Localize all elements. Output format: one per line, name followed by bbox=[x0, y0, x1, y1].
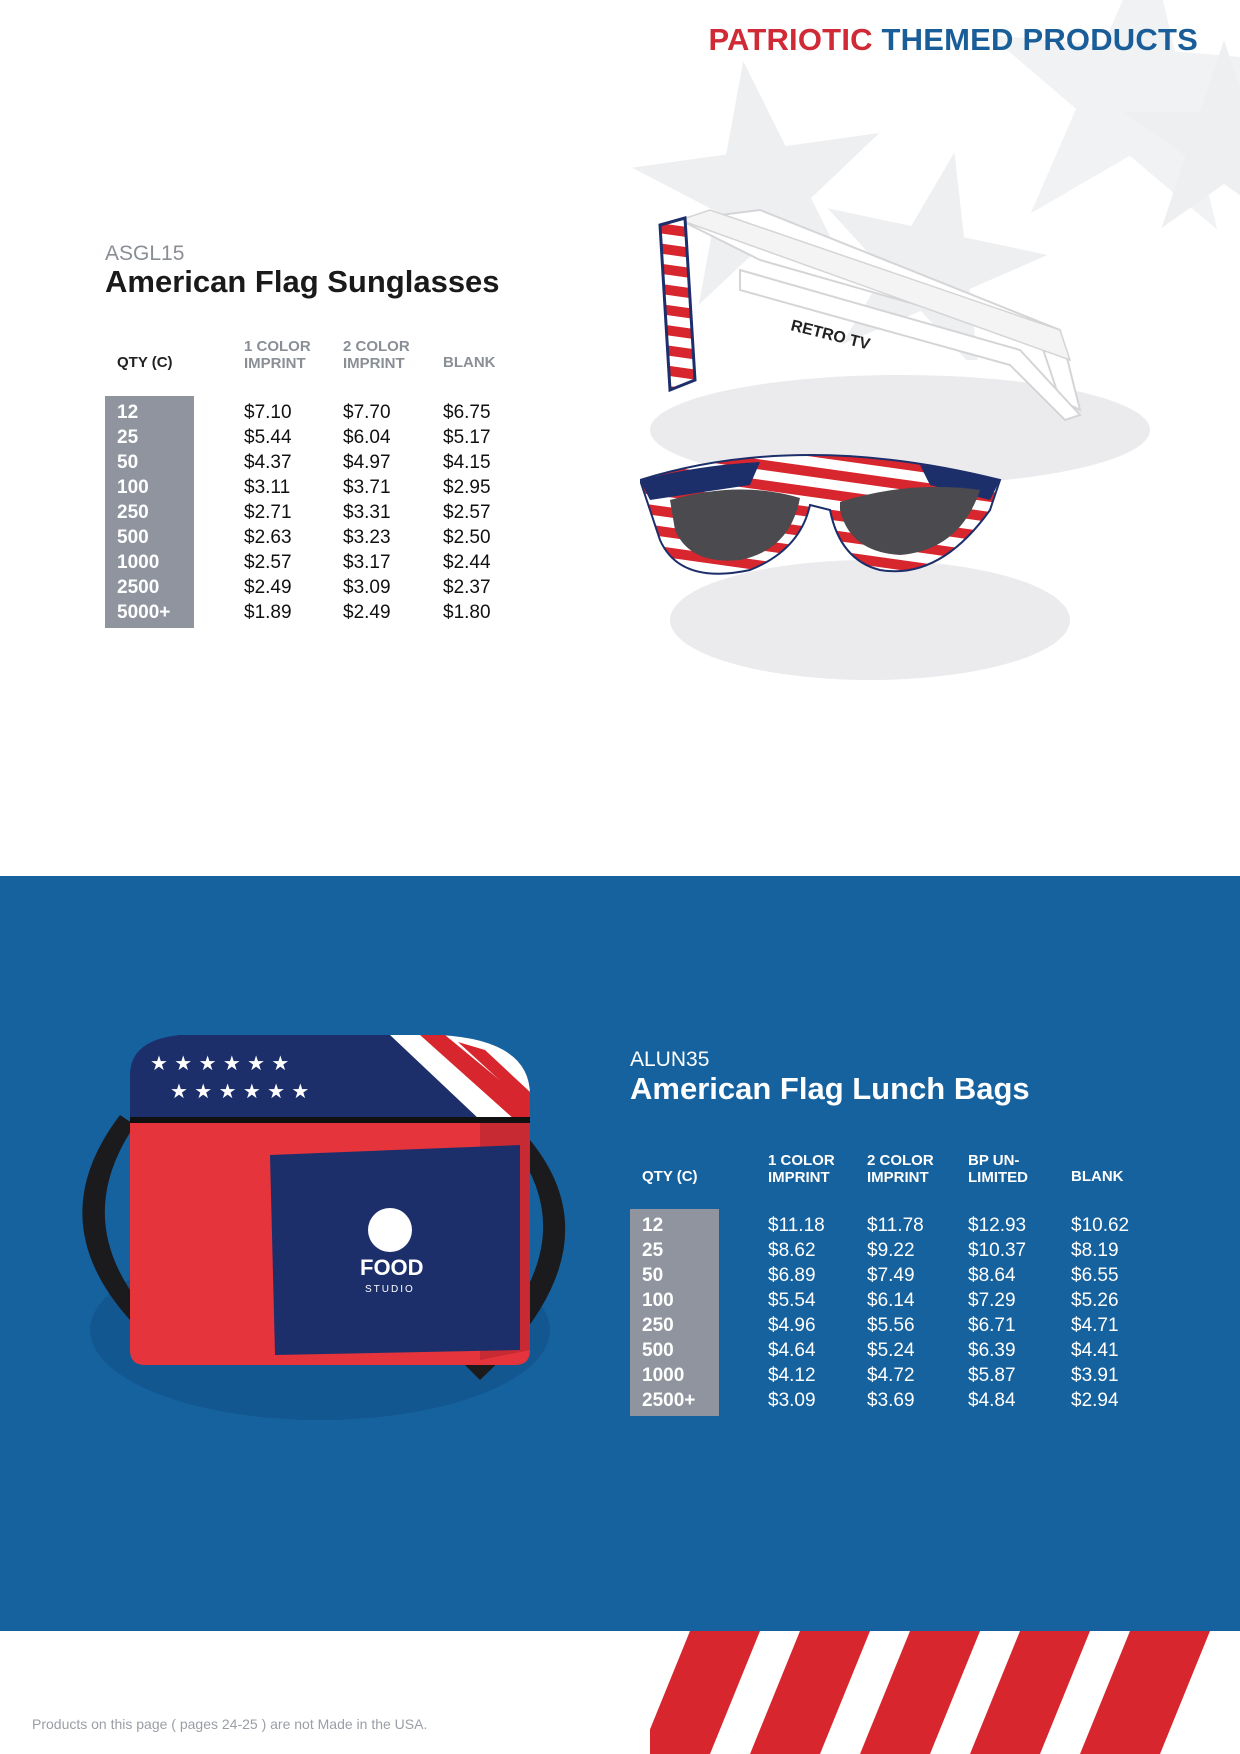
price-cell: $2.49 bbox=[244, 577, 292, 598]
price-cell: $5.87 bbox=[968, 1365, 1016, 1386]
qty-cell: 500 bbox=[642, 1340, 674, 1361]
price-cell: $4.71 bbox=[1071, 1315, 1119, 1336]
qty-cell: 2500 bbox=[117, 577, 160, 598]
price-cell: $5.44 bbox=[244, 427, 292, 448]
page-title-part1: PATRIOTIC bbox=[708, 22, 873, 57]
column-header-1-color bbox=[244, 338, 311, 372]
price-table bbox=[630, 1151, 1150, 1421]
column-header-bp-unlimited bbox=[968, 1152, 1028, 1186]
price-cell: $11.78 bbox=[867, 1215, 924, 1236]
price-cell: $5.24 bbox=[867, 1340, 915, 1361]
qty-cell: 12 bbox=[642, 1215, 664, 1236]
price-cell: $5.54 bbox=[768, 1290, 816, 1311]
page-title bbox=[708, 22, 1198, 58]
column-header-qty: QTY (C) bbox=[642, 1168, 698, 1185]
column-header-1-color bbox=[768, 1152, 835, 1186]
price-cell: $1.80 bbox=[443, 602, 491, 623]
price-cell: $6.71 bbox=[968, 1315, 1016, 1336]
column-header-qty: QTY (C) bbox=[117, 354, 173, 371]
price-cell: $4.41 bbox=[1071, 1340, 1119, 1361]
qty-cell: 2500+ bbox=[642, 1390, 696, 1411]
price-cell: $2.63 bbox=[244, 527, 292, 548]
qty-cell: 100 bbox=[117, 477, 149, 498]
price-cell: $5.56 bbox=[867, 1315, 915, 1336]
qty-cell: 250 bbox=[117, 502, 149, 523]
price-cell: $3.17 bbox=[343, 552, 391, 573]
price-cell: $7.70 bbox=[343, 402, 391, 423]
qty-cell: 5000+ bbox=[117, 602, 171, 623]
product-sku: ALUN35 bbox=[630, 1048, 710, 1071]
column-header-line: 1 COLOR bbox=[244, 338, 311, 355]
price-cell: $2.71 bbox=[244, 502, 292, 523]
price-cell: $4.84 bbox=[968, 1390, 1016, 1411]
qty-cell: 1000 bbox=[642, 1365, 685, 1386]
price-cell: $3.91 bbox=[1071, 1365, 1119, 1386]
svg-text:★ ★ ★ ★ ★ ★: ★ ★ ★ ★ ★ ★ bbox=[170, 1079, 310, 1103]
price-cell: $6.75 bbox=[443, 402, 491, 423]
qty-cell: 500 bbox=[117, 527, 149, 548]
column-header-blank: BLANK bbox=[443, 354, 496, 371]
price-cell: $7.10 bbox=[244, 402, 292, 423]
price-cell: $4.12 bbox=[768, 1365, 816, 1386]
price-cell: $3.31 bbox=[343, 502, 391, 523]
column-header-line: BP UN- bbox=[968, 1152, 1020, 1169]
price-cell: $3.09 bbox=[343, 577, 391, 598]
qty-cell: 25 bbox=[642, 1240, 664, 1261]
price-cell: $6.89 bbox=[768, 1265, 816, 1286]
price-cell: $4.97 bbox=[343, 452, 391, 473]
price-cell: $4.15 bbox=[443, 452, 491, 473]
column-header-line: IMPRINT bbox=[867, 1169, 929, 1186]
price-cell: $3.69 bbox=[867, 1390, 915, 1411]
price-cell: $6.04 bbox=[343, 427, 391, 448]
column-header-2-color bbox=[343, 338, 410, 372]
price-cell: $8.64 bbox=[968, 1265, 1016, 1286]
column-header-blank: BLANK bbox=[1071, 1168, 1124, 1185]
price-cell: $3.23 bbox=[343, 527, 391, 548]
price-cell: $7.49 bbox=[867, 1265, 915, 1286]
qty-column bbox=[105, 396, 194, 628]
price-cell: $2.57 bbox=[244, 552, 292, 573]
qty-cell: 25 bbox=[117, 427, 139, 448]
price-cell: $3.71 bbox=[343, 477, 391, 498]
price-cell: $2.49 bbox=[343, 602, 391, 623]
column-header-line: IMPRINT bbox=[768, 1169, 830, 1186]
price-cell: $10.37 bbox=[968, 1240, 1027, 1261]
price-cell: $10.62 bbox=[1071, 1215, 1130, 1236]
qty-cell: 100 bbox=[642, 1290, 674, 1311]
sunglasses-image bbox=[640, 180, 1200, 740]
price-table bbox=[105, 336, 525, 636]
price-cell: $7.29 bbox=[968, 1290, 1016, 1311]
sunglasses-logo-text: RETRO TV bbox=[789, 317, 872, 354]
column-header-2-color bbox=[867, 1152, 934, 1186]
footer-stripes bbox=[650, 1631, 1240, 1754]
price-cell: $4.37 bbox=[244, 452, 292, 473]
price-cell: $2.50 bbox=[443, 527, 491, 548]
qty-cell: 50 bbox=[117, 452, 139, 473]
price-cell: $2.95 bbox=[443, 477, 491, 498]
svg-text:★ ★ ★ ★ ★ ★: ★ ★ ★ ★ ★ ★ bbox=[150, 1051, 290, 1075]
price-cell: $8.62 bbox=[768, 1240, 816, 1261]
qty-cell: 250 bbox=[642, 1315, 674, 1336]
price-cell: $12.93 bbox=[968, 1215, 1027, 1236]
price-cell: $2.37 bbox=[443, 577, 491, 598]
column-header-line: IMPRINT bbox=[244, 355, 306, 372]
column-header-line: 2 COLOR bbox=[343, 338, 410, 355]
lunch-bag-image bbox=[60, 1020, 620, 1460]
price-cell: $6.39 bbox=[968, 1340, 1016, 1361]
column-header-line: IMPRINT bbox=[343, 355, 405, 372]
footer-disclaimer: Products on this page ( pages 24-25 ) are not Made in the USA. bbox=[32, 1716, 428, 1732]
svg-text:STUDIO: STUDIO bbox=[365, 1284, 415, 1295]
qty-cell: 50 bbox=[642, 1265, 664, 1286]
price-cell: $2.44 bbox=[443, 552, 491, 573]
qty-cell: 1000 bbox=[117, 552, 160, 573]
price-cell: $2.57 bbox=[443, 502, 491, 523]
qty-cell: 12 bbox=[117, 402, 139, 423]
price-cell: $6.14 bbox=[867, 1290, 915, 1311]
lunch-bag-logo-text: FOOD bbox=[360, 1255, 424, 1280]
page-title-part2: THEMED PRODUCTS bbox=[881, 22, 1198, 57]
price-cell: $6.55 bbox=[1071, 1265, 1119, 1286]
price-cell: $2.94 bbox=[1071, 1390, 1119, 1411]
product-sku: ASGL15 bbox=[105, 242, 185, 265]
price-cell: $3.09 bbox=[768, 1390, 816, 1411]
price-cell: $5.26 bbox=[1071, 1290, 1119, 1311]
product-name: American Flag Lunch Bags bbox=[630, 1071, 1030, 1106]
price-cell: $4.64 bbox=[768, 1340, 816, 1361]
price-cell: $4.96 bbox=[768, 1315, 816, 1336]
price-cell: $4.72 bbox=[867, 1365, 915, 1386]
price-cell: $8.19 bbox=[1071, 1240, 1119, 1261]
column-header-line: 1 COLOR bbox=[768, 1152, 835, 1169]
price-cell: $5.17 bbox=[443, 427, 491, 448]
qty-column bbox=[630, 1209, 719, 1416]
product-name: American Flag Sunglasses bbox=[105, 264, 500, 299]
column-header-line: LIMITED bbox=[968, 1169, 1028, 1186]
price-cell: $3.11 bbox=[244, 477, 291, 498]
price-cell: $11.18 bbox=[768, 1215, 825, 1236]
column-header-line: 2 COLOR bbox=[867, 1152, 934, 1169]
price-cell: $1.89 bbox=[244, 602, 292, 623]
price-cell: $9.22 bbox=[867, 1240, 915, 1261]
